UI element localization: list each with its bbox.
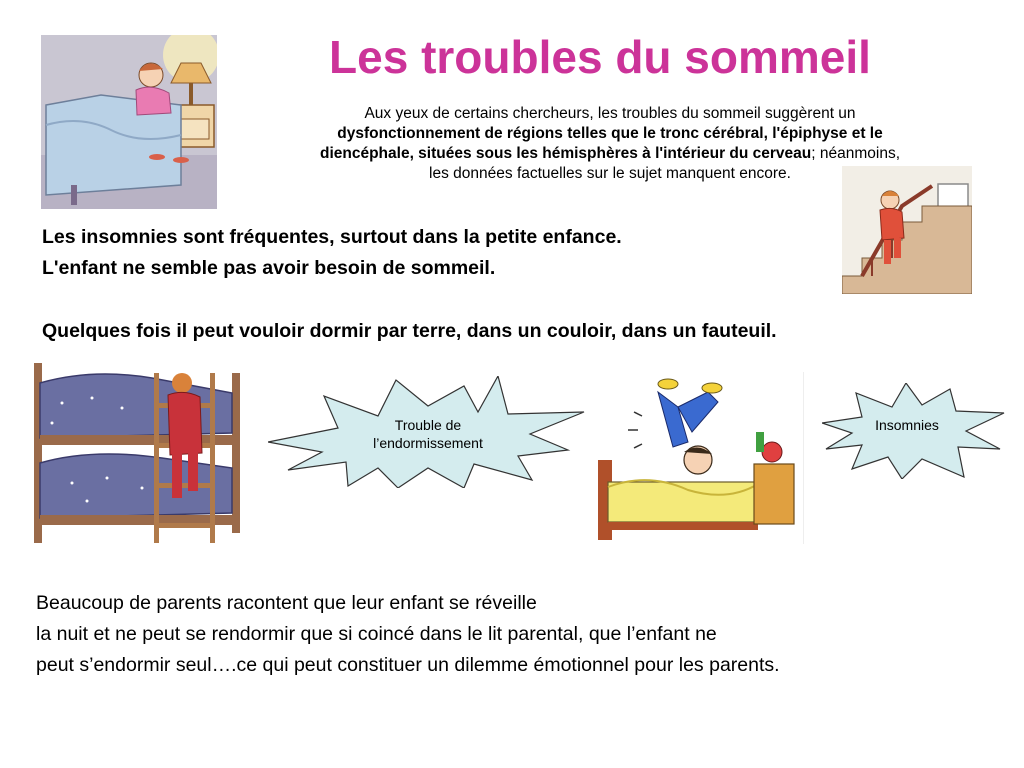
bottom-line-3: peut s’endormir seul….ce qui peut constituer un dilemme émotionnel pour les parents. bbox=[36, 654, 780, 676]
child-on-stairs-illustration bbox=[842, 166, 972, 294]
bottom-line-1: Beaucoup de parents racontent que leur enfant se réveille bbox=[36, 592, 537, 614]
intro-line-2 bbox=[230, 124, 990, 144]
intro-line-3-rest: ; néanmoins, bbox=[811, 145, 901, 162]
child-in-bed-illustration bbox=[41, 35, 217, 209]
intro-line-4: les données factuelles sur le sujet manquent encore. bbox=[429, 165, 791, 182]
star-label-insomnies: Insomnies bbox=[875, 417, 939, 433]
page-title: Les troubles du sommeil bbox=[329, 31, 871, 83]
intro-line-1: Aux yeux de certains chercheurs, les troubles du sommeil suggèrent un bbox=[364, 105, 856, 122]
insomnia-line-2: L'enfant ne semble pas avoir besoin de sommeil. bbox=[42, 257, 496, 279]
callout-star-insomnies bbox=[822, 383, 1006, 479]
callout-star-endormissement bbox=[268, 376, 586, 488]
intro-line-3 bbox=[230, 144, 990, 164]
intro-line-2-bold: dysfonctionnement de régions telles que le tronc cérébral, l'épiphyse et le bbox=[337, 125, 883, 142]
child-falling-from-bed-illustration bbox=[588, 372, 804, 544]
insomnia-line-1: Les insomnies sont fréquentes, surtout dans la petite enfance. bbox=[42, 226, 622, 248]
bunk-bed-illustration bbox=[32, 363, 244, 543]
star-label-line-1: Trouble de bbox=[394, 417, 462, 433]
insomnia-line-3: Quelques fois il peut vouloir dormir par terre, dans un couloir, dans un fauteuil. bbox=[42, 320, 777, 342]
bottom-line-2: la nuit et ne peut se rendormir que si coincé dans le lit parental, que l’enfant ne bbox=[36, 623, 717, 645]
star-label-endormissement bbox=[338, 416, 518, 452]
star-label-line-2: l’endormissement bbox=[373, 435, 483, 451]
bottom-paragraph bbox=[36, 588, 780, 681]
intro-line-3-bold: diencéphale, situées sous les hémisphères à l'intérieur du cerveau bbox=[319, 145, 812, 162]
